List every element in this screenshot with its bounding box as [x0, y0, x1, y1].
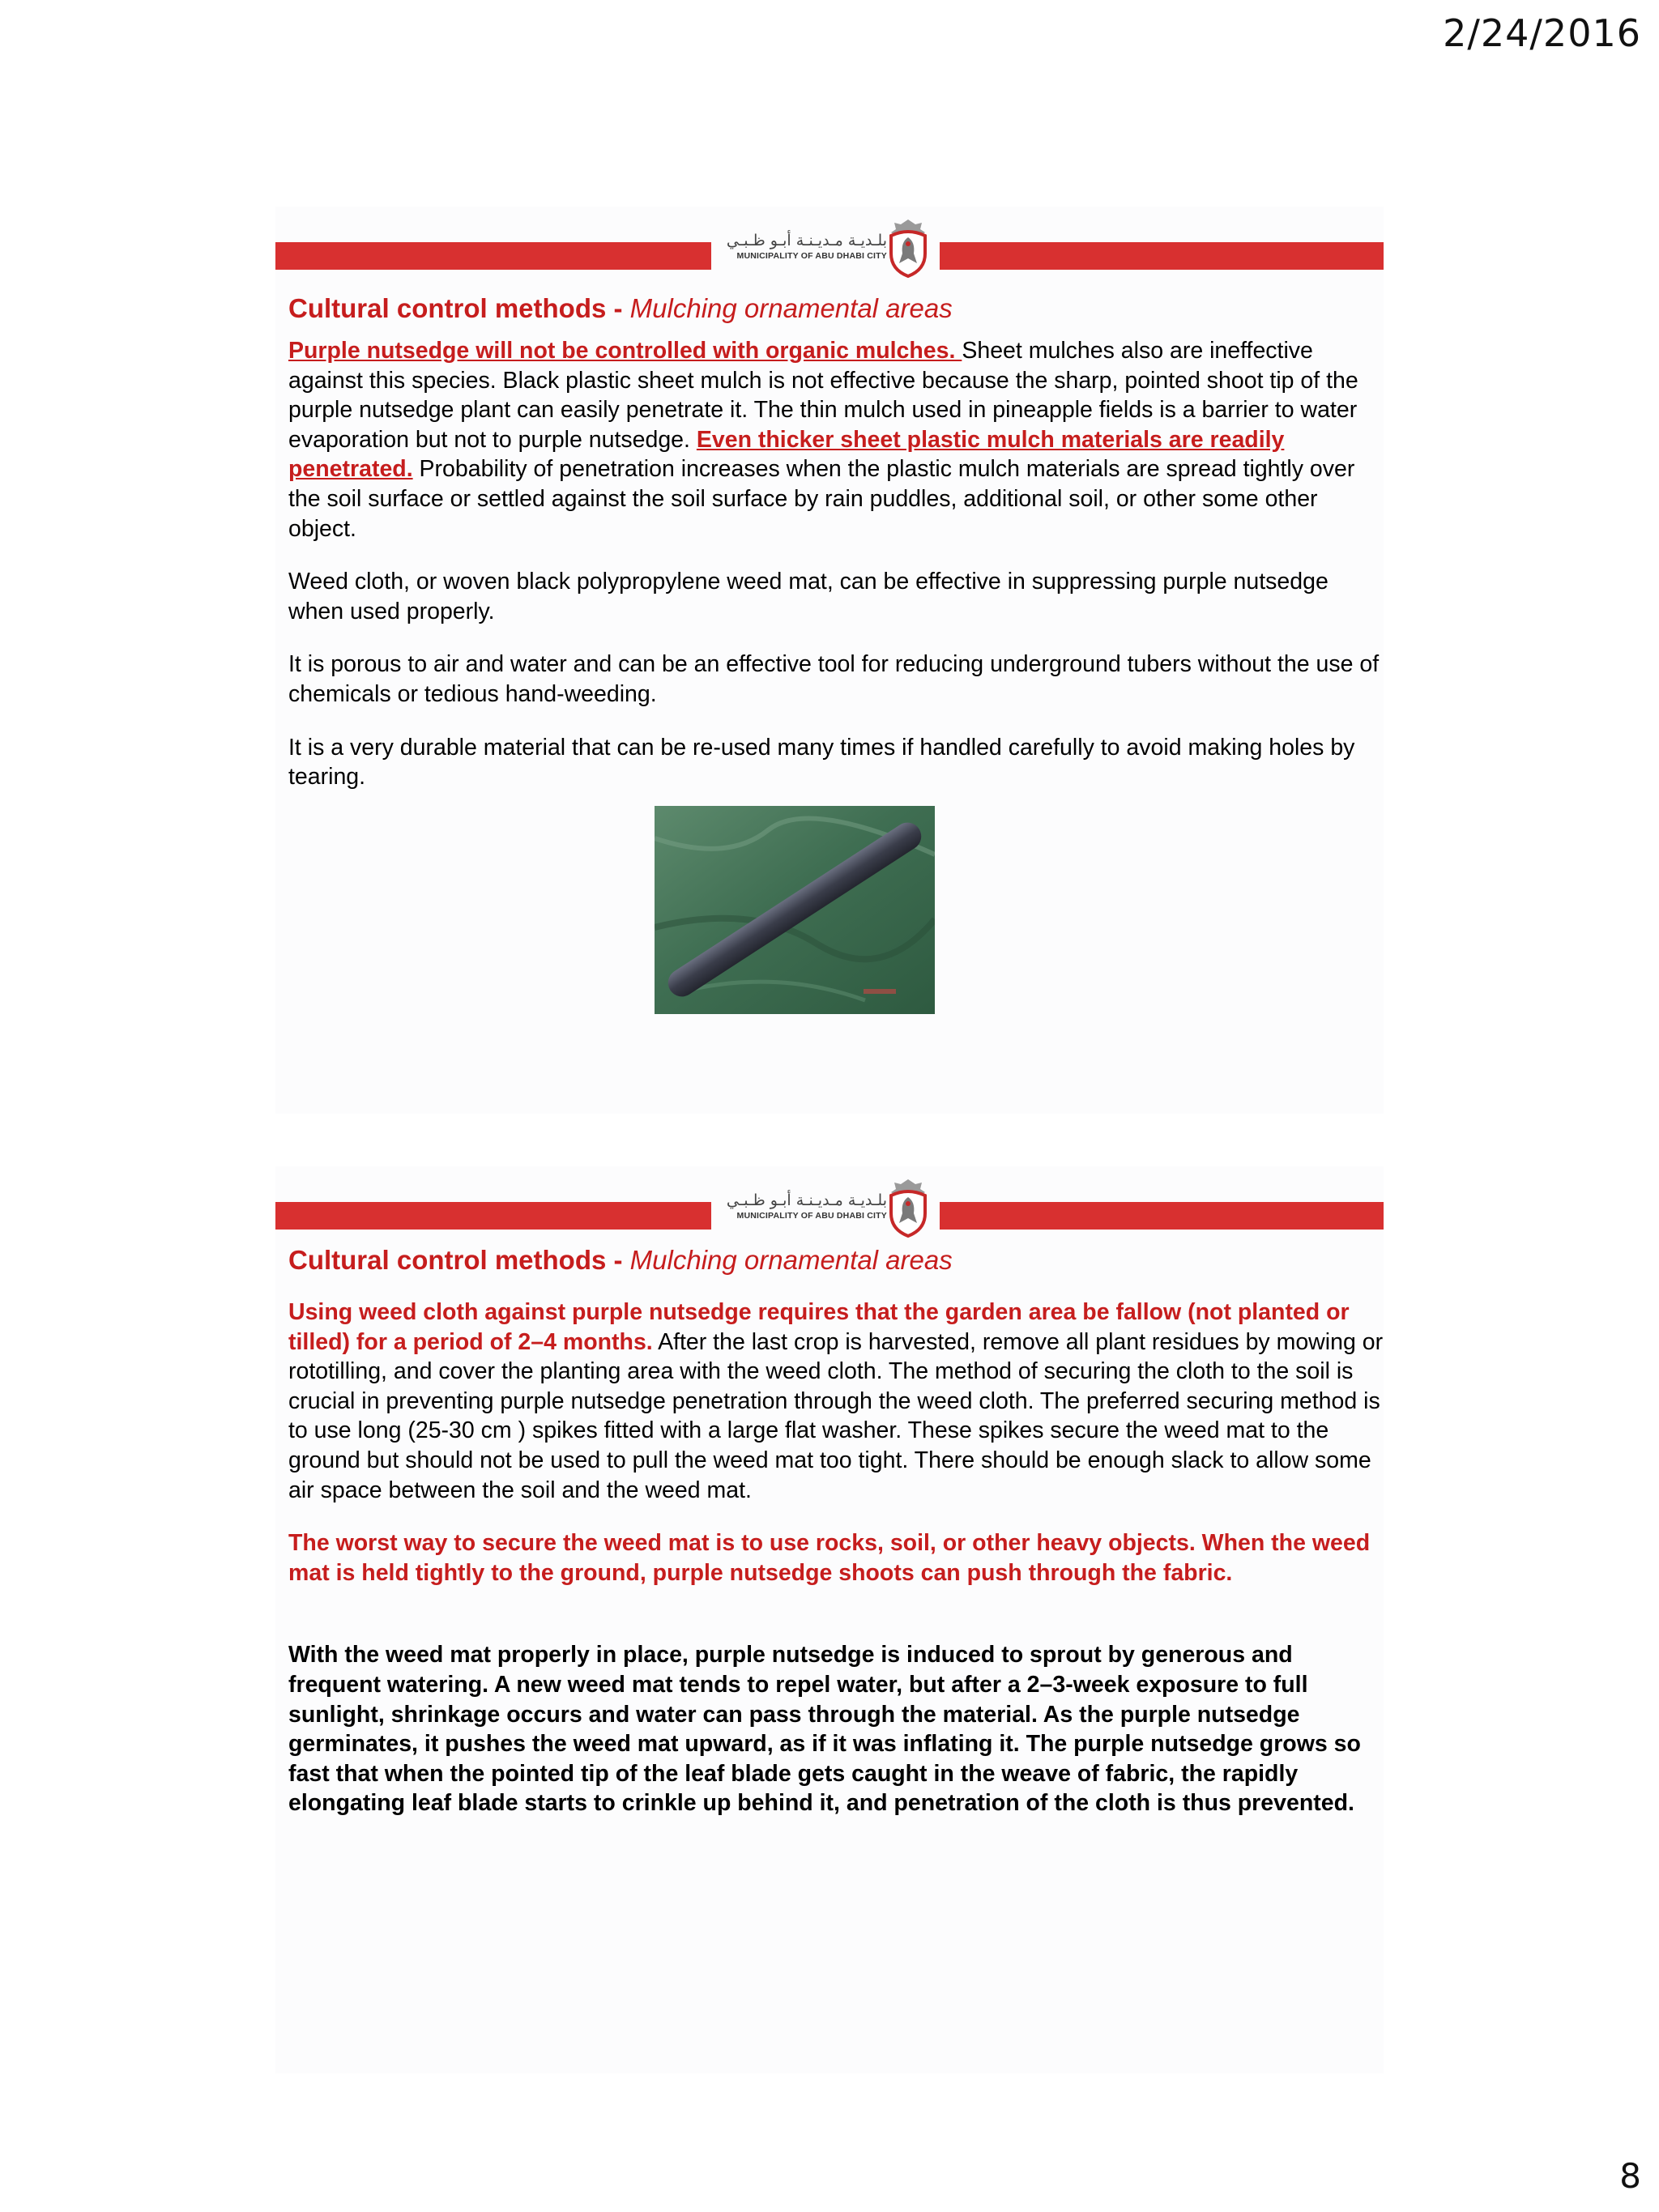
paragraph-3: It is porous to air and water and can be an effective tool for reducing underground tubers without the use of chemicals or tedious hand-weeding. — [288, 651, 1380, 707]
slide-body — [288, 336, 1384, 816]
title-subtitle: Mulching ornamental areas — [629, 1245, 953, 1275]
slide-header — [275, 207, 1384, 278]
paragraph-2: The worst way to secure the weed mat is to use rocks, soil, or other heavy objects. When the weed mat is held tightly to the ground, purple nutsedge shoots can push through the fabric. — [288, 1530, 1371, 1586]
slide-2 — [275, 1166, 1384, 2073]
slide-body — [288, 1298, 1384, 1842]
highlight-text: Even thicker sheet plastic mulch materials are readily penetrated. — [288, 426, 1285, 483]
page-number: 8 — [1619, 2156, 1641, 2196]
header-bar-left — [275, 1202, 711, 1230]
body-text: Probability of penetration increases when the plastic mulch materials are spread tightly over the soil surface or settled against the soil surface by rain puddles, additional soil, or other some other object. — [288, 456, 1355, 542]
body-text: After the last crop is harvested, remove all plant residues by mowing or rototilling, and cover the planting area with the weed cloth. The method of securing the cloth to the soil is crucial in preventing purple nutsedge penetration through the weed cloth. The preferred securing method is to use long (25-30 cm ) spikes fitted with a large flat washer. These spikes secure the weed mat to the ground but should not be used to pull the weed mat too tight. There should be enough slack to allow some air space between the soil and the weed mat. — [288, 1328, 1384, 1503]
logo-english-text: MUNICIPALITY OF ABU DHABI CITY — [736, 251, 887, 261]
title-main: Cultural control methods - — [288, 1245, 630, 1275]
municipality-logo-text — [717, 1191, 887, 1221]
logo-arabic-text: بلـديـة مـديـنـة أبـو ظـبـي — [726, 232, 887, 249]
title-main: Cultural control methods - — [288, 293, 630, 323]
falcon-emblem-icon — [885, 218, 932, 278]
weed-mat-roll-photo — [655, 806, 935, 1014]
highlight-text: Purple nutsedge will not be controlled with organic mulches. — [288, 338, 962, 364]
slide-title — [288, 1245, 953, 1276]
body-text: Sheet mulches also are ineffective against this species. Black plastic sheet mulch is not effective because the sharp, pointed shoot tip of the purple nutsedge plant can easily penetrate it. The thin mulch used in pineapple fields is a barrier to water evaporation but not to purple nutsedge. — [288, 338, 1358, 453]
slide-title — [288, 293, 953, 324]
page-date: 2/24/2016 — [1443, 11, 1641, 55]
paragraph-1 — [288, 336, 1384, 543]
slide-header — [275, 1166, 1384, 1238]
logo-arabic-text: بلـديـة مـديـنـة أبـو ظـبـي — [726, 1191, 887, 1209]
municipality-logo-text — [717, 231, 887, 262]
falcon-emblem-icon — [885, 1178, 932, 1238]
header-bar-right — [940, 1202, 1384, 1230]
slide-1 — [275, 207, 1384, 1114]
paragraph-2: Weed cloth, or woven black polypropylene weed mat, can be effective in suppressing purple nutsedge when used properly. — [288, 569, 1328, 624]
paragraph-4: It is a very durable material that can be re-used many times if handled carefully to avoid making holes by tearing. — [288, 734, 1355, 791]
header-bar-right — [940, 242, 1384, 270]
header-bar-left — [275, 242, 711, 270]
logo-english-text: MUNICIPALITY OF ABU DHABI CITY — [736, 1211, 887, 1221]
paragraph-1 — [288, 1298, 1384, 1505]
paragraph-3: With the weed mat properly in place, purple nutsedge is induced to sprout by generous and frequent watering. A new weed mat tends to repel water, but after a 2–3-week exposure to full sunlight, shrinkage occurs and water can pass through the material. As the purple nutsedge germinates, it pushes the weed mat upward, as if it was inflating it. The purple nutsedge grows so fast that when the pointed tip of the leaf blade gets caught in the weave of fabric, the rapidly elongating leaf blade starts to crinkle up behind it, and penetration of the cloth is thus prevented. — [288, 1642, 1361, 1817]
highlight-text: Using weed cloth against purple nutsedge requires that the garden area be fallow (not planted or tilled) for a period of 2–4 months. — [288, 1299, 1350, 1355]
title-subtitle: Mulching ornamental areas — [629, 293, 953, 323]
